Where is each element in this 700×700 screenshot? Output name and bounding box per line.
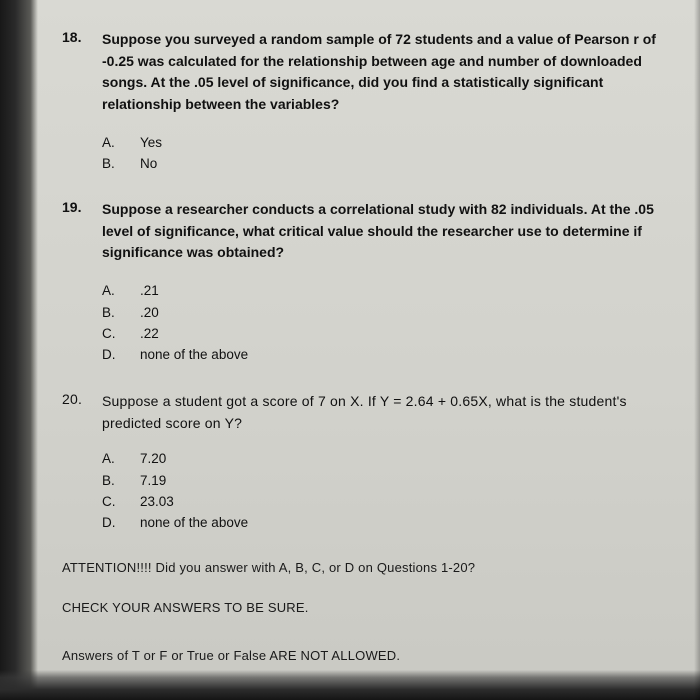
option-text: .21 bbox=[140, 283, 159, 298]
option-text: 7.19 bbox=[140, 473, 167, 488]
option-letter: B. bbox=[102, 305, 115, 320]
question-number: 20. bbox=[62, 391, 83, 407]
option-letter: B. bbox=[102, 473, 115, 488]
question-text: Suppose a student got a score of 7 on X. If Y = 2.64 + 0.65X, what is the student's predicted score on Y? bbox=[102, 393, 627, 431]
option-text: No bbox=[140, 156, 158, 171]
question-18 bbox=[62, 29, 662, 179]
attention-note: ATTENTION!!!! Did you answer with A, B, C, or D on Questions 1-20? bbox=[62, 560, 476, 575]
question-text: Suppose you surveyed a random sample of 72 students and a value of Pearson r of -0.25 was calculated for the relationship between age and number of downloaded songs. At the .05 level of significance, did you find a statistically significant relationship between the variables? bbox=[102, 31, 656, 112]
option-letter: A. bbox=[102, 451, 115, 466]
option-letter: D. bbox=[102, 515, 116, 530]
option-letter: B. bbox=[102, 156, 115, 171]
option-letter: A. bbox=[102, 283, 115, 298]
question-number: 19. bbox=[62, 199, 82, 215]
question-number: 18. bbox=[62, 29, 82, 45]
option-letter: C. bbox=[102, 494, 116, 509]
photo-shadow-left bbox=[0, 0, 38, 700]
option-text: none of the above bbox=[140, 515, 249, 530]
question-text: Suppose a researcher conducts a correlational study with 82 individuals. At the .05 level of significance, what critical value should the researcher use to determine if significance was obtained? bbox=[102, 201, 654, 260]
check-answers-note: CHECK YOUR ANSWERS TO BE SURE. bbox=[62, 600, 309, 615]
option-text: 7.20 bbox=[140, 451, 167, 466]
question-19 bbox=[62, 199, 662, 369]
option-text: 23.03 bbox=[140, 494, 174, 509]
photo-shadow-bottom bbox=[0, 670, 700, 700]
option-text: .20 bbox=[140, 305, 159, 320]
option-letter: C. bbox=[102, 326, 116, 341]
answers-rule-note: Answers of T or F or True or False ARE NOT ALLOWED. bbox=[62, 648, 401, 663]
question-20 bbox=[62, 391, 662, 536]
option-letter: A. bbox=[102, 135, 115, 150]
option-text: none of the above bbox=[140, 347, 249, 362]
photo-shadow-right bbox=[694, 0, 700, 700]
option-letter: D. bbox=[102, 347, 116, 362]
option-text: .22 bbox=[140, 326, 159, 341]
option-text: Yes bbox=[140, 135, 163, 150]
